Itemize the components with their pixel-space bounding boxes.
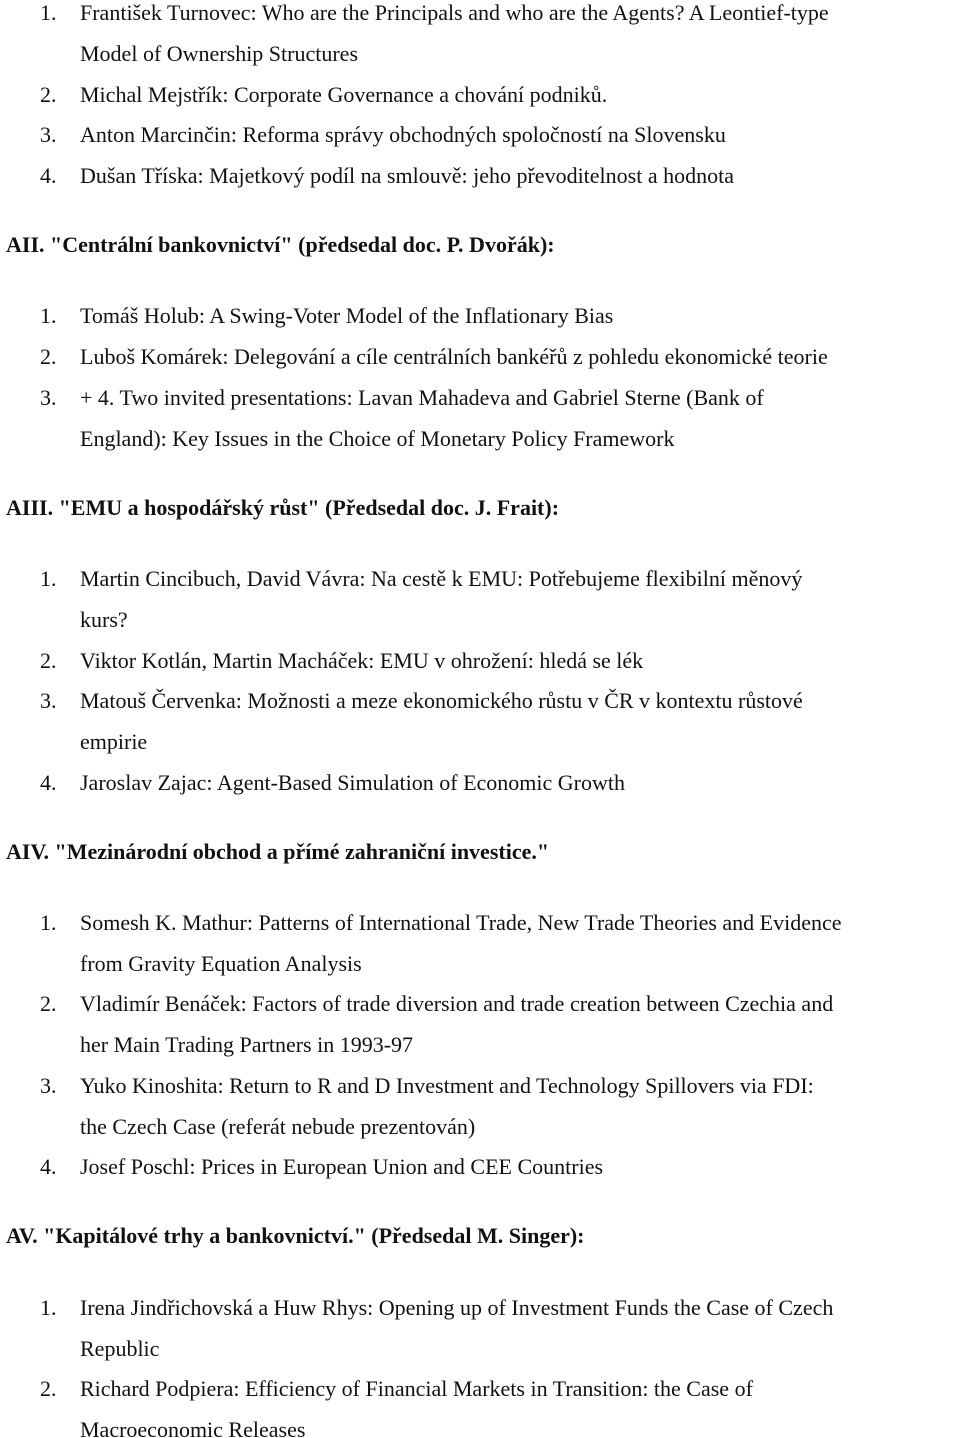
item-number: 4. xyxy=(40,770,57,795)
item-number: 3. xyxy=(40,122,57,147)
item-number: 3. xyxy=(40,1073,57,1098)
item-text xyxy=(80,762,960,803)
item-line: from Gravity Equation Analysis xyxy=(80,951,362,976)
item-text xyxy=(80,1368,960,1438)
item-number: 4. xyxy=(40,163,57,188)
item-line: Richard Podpiera: Efficiency of Financial Markets in Transition: the Case of xyxy=(80,1376,753,1401)
item-text xyxy=(80,1146,960,1187)
item-number: 1. xyxy=(40,566,57,591)
item-number: 4. xyxy=(40,1154,57,1179)
list-item xyxy=(0,114,960,155)
item-line: Yuko Kinoshita: Return to R and D Investment and Technology Spillovers via FDI: xyxy=(80,1073,814,1098)
item-line: Jaroslav Zajac: Agent-Based Simulation of Economic Growth xyxy=(80,770,625,795)
item-line: Josef Poschl: Prices in European Union and CEE Countries xyxy=(80,1154,604,1179)
list-item xyxy=(0,336,960,377)
section-heading: AIV. "Mezinárodní obchod a přímé zahraniční investice." xyxy=(6,839,550,864)
item-text xyxy=(80,983,960,1065)
item-line: Irena Jindřichovská a Huw Rhys: Opening up of Investment Funds the Case of Czech xyxy=(80,1295,834,1320)
item-text xyxy=(80,295,960,336)
list-item xyxy=(0,295,960,336)
item-number: 1. xyxy=(40,1295,57,1320)
item-number: 1. xyxy=(40,910,57,935)
item-number: 1. xyxy=(40,0,57,25)
list-item xyxy=(0,762,960,803)
item-text xyxy=(80,155,960,196)
item-text xyxy=(80,114,960,155)
item-line: Vladimír Benáček: Factors of trade diversion and trade creation between Czechia and xyxy=(80,991,834,1016)
item-line: Macroeconomic Releases xyxy=(80,1417,306,1438)
item-text xyxy=(80,902,960,984)
item-text xyxy=(80,558,960,640)
item-line: Martin Cincibuch, David Vávra: Na cestě k EMU: Potřebujeme flexibilní měnový xyxy=(80,566,803,591)
list-item xyxy=(0,74,960,115)
list-item xyxy=(0,1065,960,1147)
item-line: František Turnovec: Who are the Principals and who are the Agents? A Leontief-type xyxy=(80,0,829,25)
item-line: kurs? xyxy=(80,607,128,632)
list-item xyxy=(0,983,960,1065)
item-line: Republic xyxy=(80,1336,160,1361)
item-line: her Main Trading Partners in 1993-97 xyxy=(80,1032,414,1057)
item-text xyxy=(80,680,960,762)
item-line: the Czech Case (referát nebude prezentován) xyxy=(80,1114,476,1139)
item-line: Matouš Červenka: Možnosti a meze ekonomického růstu v ČR v kontextu růstové xyxy=(80,688,803,713)
item-line: Tomáš Holub: A Swing-Voter Model of the Inflationary Bias xyxy=(80,303,614,328)
item-line: England): Key Issues in the Choice of Monetary Policy Framework xyxy=(80,426,675,451)
list-item xyxy=(0,558,960,640)
list-item xyxy=(0,0,960,74)
item-text xyxy=(80,74,960,115)
item-number: 2. xyxy=(40,344,57,369)
item-line: Viktor Kotlán, Martin Macháček: EMU v ohrožení: hledá se lék xyxy=(80,648,644,673)
item-line: empirie xyxy=(80,729,148,754)
item-number: 2. xyxy=(40,648,57,673)
list-item xyxy=(0,902,960,984)
list-item xyxy=(0,1287,960,1369)
list-item xyxy=(0,377,960,459)
section-heading: AV. "Kapitálové trhy a bankovnictví." (Předsedal M. Singer): xyxy=(6,1223,585,1248)
item-line: Dušan Tříska: Majetkový podíl na smlouvě: jeho převoditelnost a hodnota xyxy=(80,163,734,188)
item-text xyxy=(80,1287,960,1369)
item-number: 1. xyxy=(40,303,57,328)
item-line: Anton Marcinčin: Reforma správy obchodných spoločností na Slovensku xyxy=(80,122,726,147)
item-text xyxy=(80,640,960,681)
item-number: 2. xyxy=(40,1376,57,1401)
item-number: 2. xyxy=(40,991,57,1016)
item-line: Somesh K. Mathur: Patterns of International Trade, New Trade Theories and Evidence xyxy=(80,910,842,935)
item-text xyxy=(80,1065,960,1147)
item-line: Model of Ownership Structures xyxy=(80,41,359,66)
item-number: 2. xyxy=(40,82,57,107)
list-item xyxy=(0,155,960,196)
item-text xyxy=(80,377,960,459)
item-number: 3. xyxy=(40,688,57,713)
list-item xyxy=(0,1368,960,1438)
item-number: 3. xyxy=(40,385,57,410)
list-item xyxy=(0,640,960,681)
section-heading: AIII. "EMU a hospodářský růst" (Předsedal doc. J. Frait): xyxy=(6,495,560,520)
item-line: Michal Mejstřík: Corporate Governance a chování podniků. xyxy=(80,82,608,107)
item-text xyxy=(80,0,960,74)
item-line: Luboš Komárek: Delegování a cíle centrálních bankéřů z pohledu ekonomické teorie xyxy=(80,344,828,369)
list-item xyxy=(0,680,960,762)
item-line: + 4. Two invited presentations: Lavan Mahadeva and Gabriel Sterne (Bank of xyxy=(80,385,764,410)
list-item xyxy=(0,1146,960,1187)
section-heading: AII. "Centrální bankovnictví" (předsedal doc. P. Dvořák): xyxy=(6,232,555,257)
item-text xyxy=(80,336,960,377)
